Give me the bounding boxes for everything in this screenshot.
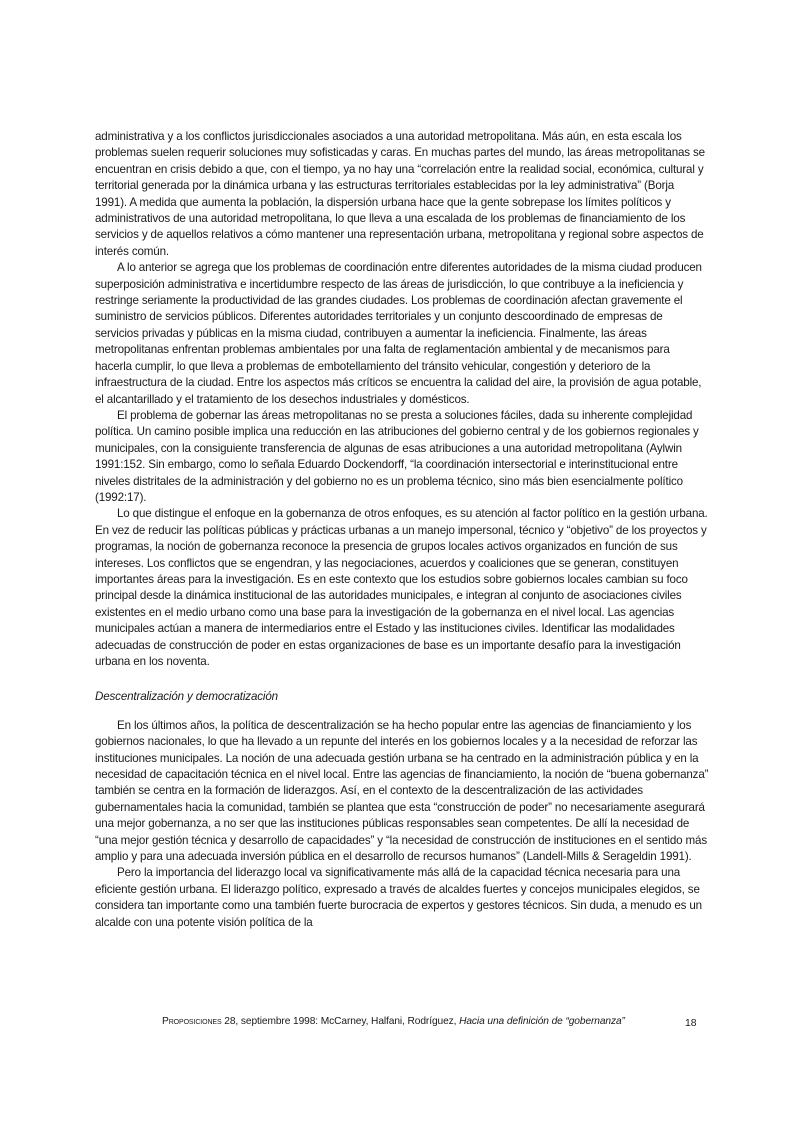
body-paragraph: El problema de gobernar las áreas metropolitanas no se presta a soluciones fáciles, dada su inherente complejidad política. Un camino posible implica una reducción en las atribuciones del gobierno central y de los gobiernos regionales y municipales, con la consiguiente transferencia de algunas de esas atribuciones a una autoridad metropolitana (Aylwin 1991:152. Sin embargo, como lo señala Eduardo Dockendorff, “la coordinación intersectorial e interinstitucional entre niveles distritales de la administración y del gobierno no es un problema técnico, sino más bien esencialmente político (1992:17).: [95, 408, 699, 504]
footer-journal-name: Proposiciones: [162, 1016, 222, 1027]
page-number: 18: [685, 1018, 697, 1029]
body-paragraph: Pero la importancia del liderazgo local va significativamente más allá de la capacidad técnica necesaria para una eficiente gestión urbana. El liderazgo político, expresado a través de alcaldes fuertes y concejos municipales elegidos, se considera tan importante como una también fuerte burocracia de expertos y gestores técnicos. Sin duda, a menudo es un alcalde con una potente visión política de la: [95, 866, 702, 929]
footer-article-title: Hacia una definición de “gobernanza”: [459, 1016, 625, 1027]
page-footer: [162, 1016, 625, 1027]
body-paragraph: administrativa y a los conflictos jurisdiccionales asociados a una autoridad metropolitana. Más aún, en esta escala los problemas suelen requerir soluciones muy sofisticadas y caras. En muchas partes del mundo, las áreas metropolitanas se encuentran en crisis debido a que, con el tiempo, ya no hay una “correlación entre la realidad social, económica, cultural y territorial generada por la dinámica urbana y las estructuras territoriales establecidas por la ley administrativa” (Borja 1991). A medida que aumenta la población, la dispersión urbana hace que la gente sobrepase los límites políticos y administrativos de una autoridad metropolitana, lo que lleva a una escalada de los problemas de financiamiento de los servicios y de aquellos relativos a cómo mantener una representación urbana, metropolitana y regional sobre aspectos de interés común.: [95, 130, 705, 258]
page-body: [95, 129, 709, 931]
body-paragraph: En los últimos años, la política de descentralización se ha hecho popular entre las agencias de financiamiento y los gobiernos nacionales, lo que ha llevado a un repunte del interés en los gobiernos locales y a la necesidad de reforzar las instituciones municipales. La noción de una adecuada gestión urbana se ha centrado en la administración pública y en la necesidad de capacitación técnica en el nivel local. Entre las agencias de financiamiento, la noción de “buena gobernanza” también se centra en la formación de liderazgos. Así, en el contexto de la descentralización de las actividades gubernamentales hacia la comunidad, también se plantea que esta “construcción de poder” no necesariamente asegurará una mejor gobernanza, a no ser que las instituciones públicas responsables sean competentes. De allí la necesidad de “una mejor gestión técnica y desarrollo de capacidades” y “la necesidad de construcción de instituciones en el sentido más amplio y para una adecuada inversión pública en el desarrollo de recursos humanos” (Landell-Mills & Serageldin 1991).: [95, 718, 709, 864]
body-paragraph: Lo que distingue el enfoque en la gobernanza de otros enfoques, es su atención al factor político en la gestión urbana. En vez de reducir las políticas públicas y prácticas urbanas a un manejo impersonal, técnico y “objetivo” de los proyectos y programas, la noción de gobernanza reconoce la presencia de grupos locales activos organizados en función de sus intereses. Los conflictos que se engendran, y las negociaciones, acuerdos y coaliciones que se generan, constituyen importantes áreas para la investigación. Es en este contexto que los estudios sobre gobiernos locales cambian su foco principal desde la dinámica institucional de las autoridades municipales, e integran al conjunto de asociaciones civiles existentes en el medio urbano como una base para la investigación de la gobernanza en el nivel local. Las agencias municipales actúan a manera de intermediarios entre el Estado y las instituciones civiles. Identificar las modalidades adecuadas de construcción de poder en estas organizaciones de base es un importante desafío para la investigación urbana en los noventa.: [95, 507, 708, 668]
body-paragraph: A lo anterior se agrega que los problemas de coordinación entre diferentes autoridades de la misma ciudad producen superposición administrativa e incertidumbre respecto de las áreas de jurisdicción, lo que contribuye a la ineficiencia y restringe seriamente la productividad de las grandes ciudades. Los problemas de coordinación afectan gravemente el suministro de servicios públicos. Diferentes autoridades territoriales y un conjunto descoordinado de empresas de servicios privadas y públicas en la misma ciudad, contribuyen a aumentar la ineficiencia. Finalmente, las áreas metropolitanas enfrentan problemas ambientales por una falta de reglamentación ambiental y de mecanismos para hacerla cumplir, lo que lleva a problemas de embotellamiento del tránsito vehicular, congestión y deterioro de la infraestructura de la ciudad. Entre los aspectos más críticos se encuentra la calidad del aire, la provisión de agua potable, el alcantarillado y el tratamiento de los desechos industriales y domésticos.: [95, 261, 702, 406]
footer-citation: 28, septiembre 1998: McCarney, Halfani, Rodríguez,: [221, 1016, 460, 1027]
section-heading: Descentralización y democratización: [95, 690, 278, 704]
